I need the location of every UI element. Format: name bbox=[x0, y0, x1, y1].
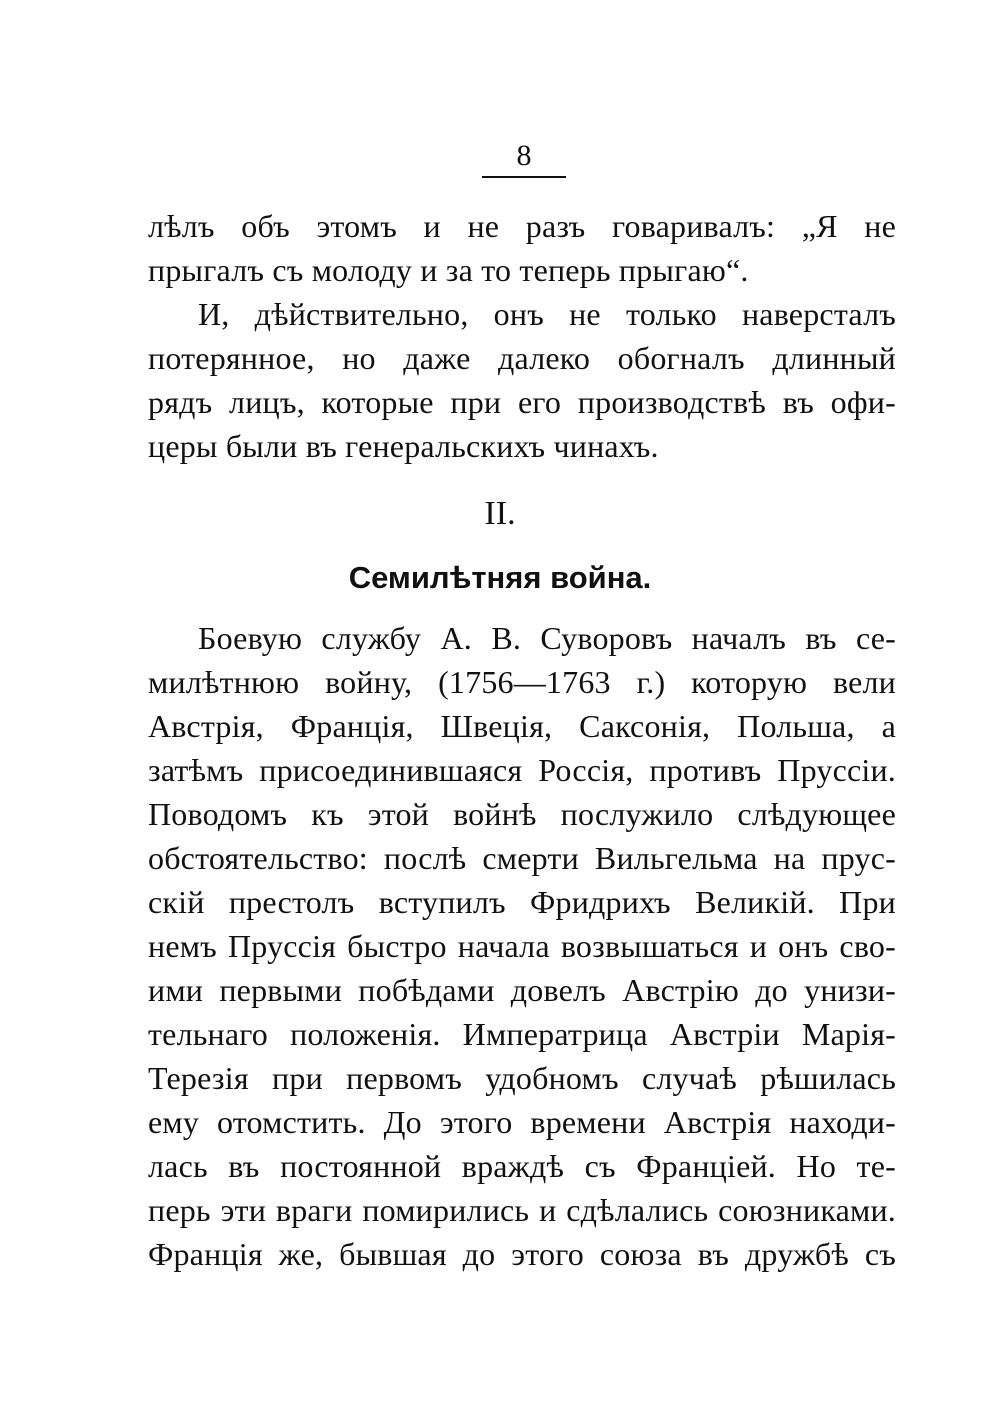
text-line: скій престолъ вступилъ Фридрихъ Великій. При bbox=[148, 884, 896, 920]
text-line: ими первыми побѣдами довелъ Австрію до унизи- bbox=[148, 972, 896, 1008]
text-line: Поводомъ къ этой войнѣ послужило слѣдующее bbox=[148, 796, 896, 832]
page-number-rule bbox=[482, 176, 566, 178]
chapter-title: Семилѣтняя война. bbox=[348, 560, 652, 595]
text-line: прыгалъ съ молоду и за то теперь прыгаю“. bbox=[148, 252, 749, 288]
text-line: Терезія при первомъ удобномъ случаѣ рѣшилась bbox=[148, 1060, 896, 1096]
text-line: немъ Пруссія быстро начала возвышаться и онъ сво- bbox=[148, 928, 896, 964]
text-line: И, дѣйствительно, онъ не только наверсталъ bbox=[198, 296, 896, 332]
text-line: Боевую службу А. В. Суворовъ началъ въ се- bbox=[198, 620, 896, 656]
text-line: тельнаго положенія. Императрица Австріи Марія- bbox=[148, 1016, 896, 1052]
paragraph-2 bbox=[148, 616, 896, 1276]
text-line: перь эти враги помирились и сдѣлались союзниками. bbox=[148, 1192, 896, 1228]
text-line: рядъ лицъ, которые при его производствѣ въ офи- bbox=[148, 384, 896, 420]
paragraph-1 bbox=[148, 292, 896, 468]
text-line: обстоятельство: послѣ смерти Вильгельма на прус- bbox=[148, 840, 896, 876]
text-line: ему отомстить. До этого времени Австрія находи- bbox=[148, 1104, 896, 1140]
text-line: милѣтнюю войну, (1756—1763 г.) которую вели bbox=[148, 664, 896, 700]
text-line: Австрія, Франція, Швеція, Саксонія, Польша, а bbox=[148, 708, 896, 744]
chapter-number: II. bbox=[484, 495, 516, 532]
text-line: затѣмъ присоединившаяся Россія, противъ Пруссіи. bbox=[148, 752, 896, 788]
continuation-paragraph bbox=[148, 204, 896, 292]
text-line: Франція же, бывшая до этого союза въ дружбѣ съ bbox=[148, 1236, 896, 1272]
text-line: потерянное, но даже далеко обогналъ длинный bbox=[148, 340, 896, 376]
page-number: 8 bbox=[516, 139, 532, 172]
page-header bbox=[482, 138, 566, 178]
text-line: лась въ постоянной враждѣ съ Франціей. Но те- bbox=[148, 1148, 896, 1184]
text-line: лѣлъ объ этомъ и не разъ говаривалъ: „Я не bbox=[148, 208, 896, 244]
text-line: церы были въ генеральскихъ чинахъ. bbox=[148, 428, 659, 464]
